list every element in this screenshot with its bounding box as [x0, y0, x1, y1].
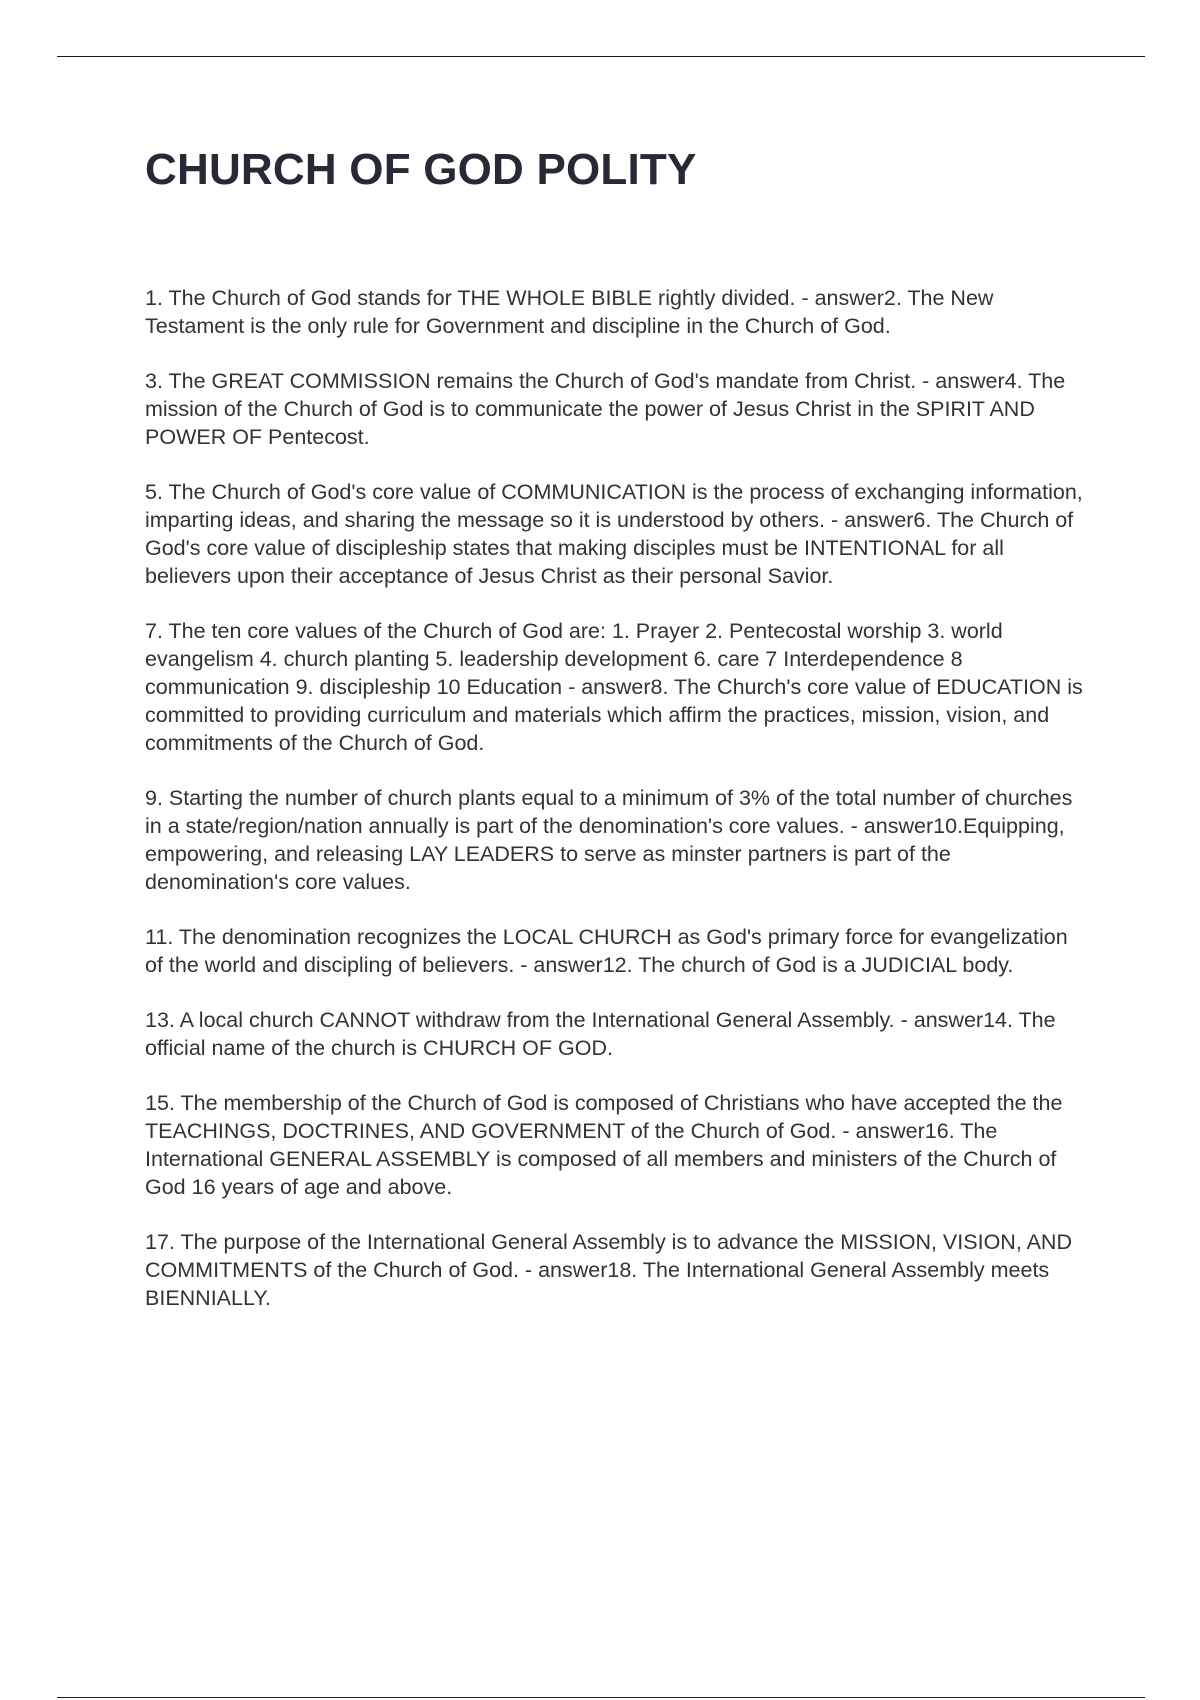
qa-paragraph: 5. The Church of God's core value of COMMUNICATION is the process of exchanging information, imparting ideas, and sharing the message so it is understood by others. - answer6. The Church of God's core value of discipleship states that making disciples must be INTENTIONAL for all believers upon their acceptance of Jesus Christ as their personal Savior. [145, 480, 1083, 588]
qa-paragraph: 3. The GREAT COMMISSION remains the Church of God's mandate from Christ. - answer4. The mission of the Church of God is to communicate the power of Jesus Christ in the SPIRIT AND POWER OF Pentecost. [145, 369, 1066, 449]
header-divider [57, 56, 1145, 57]
qa-paragraph: 7. The ten core values of the Church of God are: 1. Prayer 2. Pentecostal worship 3. world evangelism 4. church planting 5. leadership development 6. care 7 Interdependence 8 communication 9. discipleship 10 Education - answer8. The Church's core value of EDUCATION is committed to providing curriculum and materials which affirm the practices, mission, vision, and commitments of the Church of God. [145, 619, 1083, 755]
footer-divider [57, 1697, 1145, 1698]
qa-paragraph: 9. Starting the number of church plants equal to a minimum of 3% of the total number of churches in a state/region/nation annually is part of the denomination's core values. - answer10.Equipping, empowering, and releasing LAY LEADERS to serve as minster partners is part of the denomination's core values. [145, 786, 1073, 894]
qa-paragraph: 13. A local church CANNOT withdraw from the International General Assembly. - answer14. The official name of the church is CHURCH OF GOD. [145, 1008, 1056, 1060]
qa-paragraph: 17. The purpose of the International General Assembly is to advance the MISSION, VISION, AND COMMITMENTS of the Church of God. - answer18. The International General Assembly meets BIENNIALLY. [145, 1230, 1072, 1310]
qa-paragraph: 1. The Church of God stands for THE WHOLE BIBLE rightly divided. - answer2. The New Testament is the only rule for Government and discipline in the Church of God. [145, 286, 994, 338]
page-title: CHURCH OF GOD POLITY [145, 145, 697, 194]
qa-paragraph: 11. The denomination recognizes the LOCAL CHURCH as God's primary force for evangelization of the world and discipling of believers. - answer12. The church of God is a JUDICIAL body. [145, 925, 1068, 977]
qa-paragraph: 15. The membership of the Church of God is composed of Christians who have accepted the the TEACHINGS, DOCTRINES, AND GOVERNMENT of the Church of God. - answer16. The International GENERAL ASSEMBLY is composed of all members and ministers of the Church of God 16 years of age and above. [145, 1091, 1063, 1199]
document-body [145, 284, 1090, 1339]
